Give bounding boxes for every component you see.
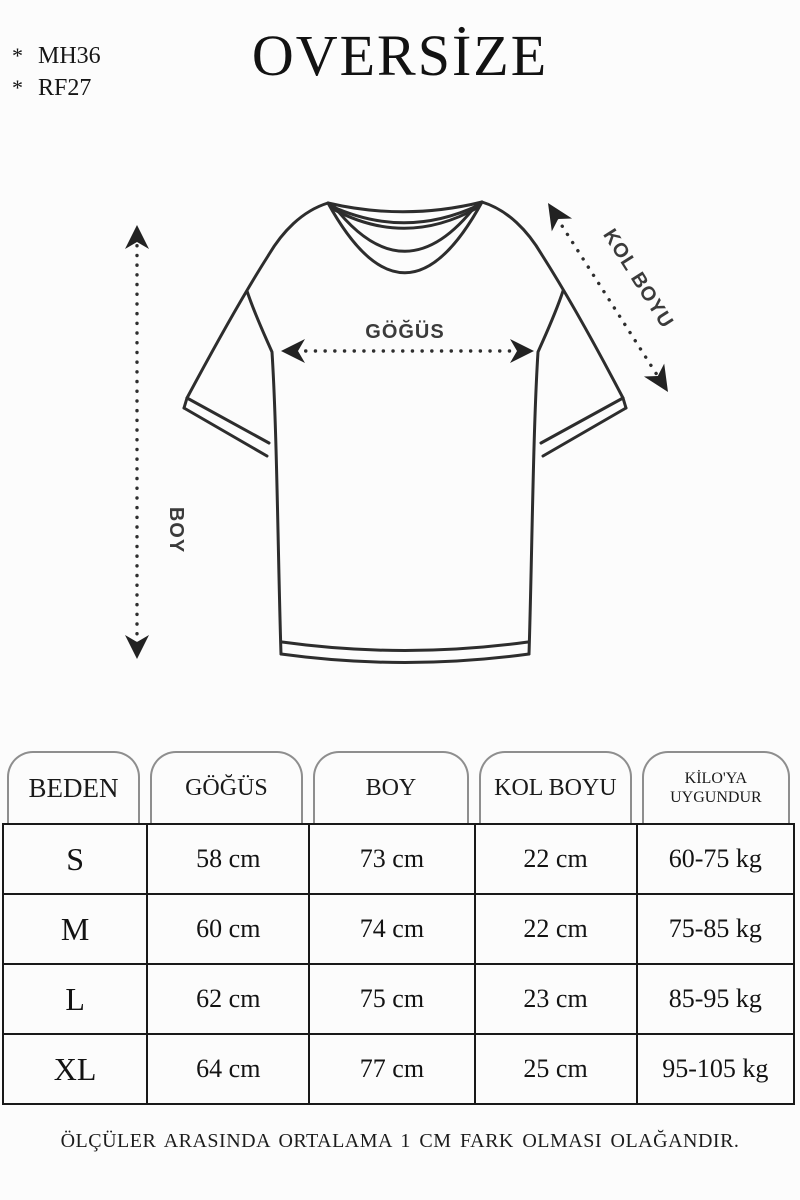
chest-measure-arrow <box>281 319 534 363</box>
arrowhead-left-icon <box>281 339 305 363</box>
size-table <box>2 745 795 1105</box>
sleeve-cell: 22 cm <box>474 895 636 963</box>
sleeve-cell: 25 cm <box>474 1035 636 1103</box>
column-header-boy <box>313 751 469 823</box>
tshirt-outline <box>184 202 626 663</box>
length-label: BOY <box>165 506 187 554</box>
page-title: OVERSİZE <box>251 23 549 88</box>
column-header-gogus <box>150 751 303 823</box>
arrowhead-downright-icon <box>644 364 678 399</box>
tshirt-measurement-diagram <box>0 140 800 760</box>
chest-cell: 62 cm <box>146 965 308 1033</box>
size-cell: S <box>66 840 85 877</box>
length-cell: 77 cm <box>308 1035 473 1103</box>
length-cell: 73 cm <box>308 825 473 893</box>
weight-cell: 95-105 kg <box>636 1035 793 1103</box>
column-header-label: GÖĞÜS <box>185 774 268 801</box>
arrowhead-down-icon <box>125 635 149 659</box>
chest-cell: 64 cm <box>146 1035 308 1103</box>
table-row-xl <box>4 1033 793 1103</box>
size-table-header <box>2 745 795 823</box>
size-cell: L <box>65 980 85 1017</box>
column-header-label-line2: UYGUNDUR <box>670 789 762 806</box>
arrowhead-upleft-icon <box>538 197 572 232</box>
table-row-l <box>4 963 793 1033</box>
column-header-kiloya-uygundur <box>642 751 790 823</box>
product-code-text: MH36 <box>38 43 101 69</box>
sleeve-label: KOL BOYU <box>598 225 678 333</box>
sleeve-cell: 23 cm <box>474 965 636 1033</box>
weight-cell: 75-85 kg <box>636 895 793 963</box>
product-code-text: RF27 <box>38 75 92 101</box>
length-cell: 74 cm <box>308 895 473 963</box>
weight-cell: 85-95 kg <box>636 965 793 1033</box>
weight-cell: 60-75 kg <box>636 825 793 893</box>
column-header-beden <box>7 751 140 823</box>
arrowhead-right-icon <box>510 339 534 363</box>
length-measure-arrow <box>125 225 187 659</box>
column-header-label: BEDEN <box>28 772 119 803</box>
tolerance-note: ÖLÇÜLER ARASINDA ORTALAMA 1 CM FARK OLMASI OLAĞANDIR. <box>60 1130 740 1152</box>
column-header-kol-boyu <box>479 751 632 823</box>
size-table-body <box>2 823 795 1105</box>
column-header-label: KOL BOYU <box>494 774 617 801</box>
chest-label: GÖĞÜS <box>365 321 445 343</box>
length-cell: 75 cm <box>308 965 473 1033</box>
column-header-label-line1: KİLO'YA <box>684 770 748 787</box>
table-row-s <box>4 825 793 893</box>
asterisk-bullet: * <box>12 43 23 68</box>
sleeve-cell: 22 cm <box>474 825 636 893</box>
chest-cell: 58 cm <box>146 825 308 893</box>
chest-cell: 60 cm <box>146 895 308 963</box>
size-cell: XL <box>53 1050 97 1087</box>
table-row-m <box>4 893 793 963</box>
size-cell: M <box>60 910 90 947</box>
asterisk-bullet: * <box>12 75 23 100</box>
column-header-label: BOY <box>365 774 417 801</box>
